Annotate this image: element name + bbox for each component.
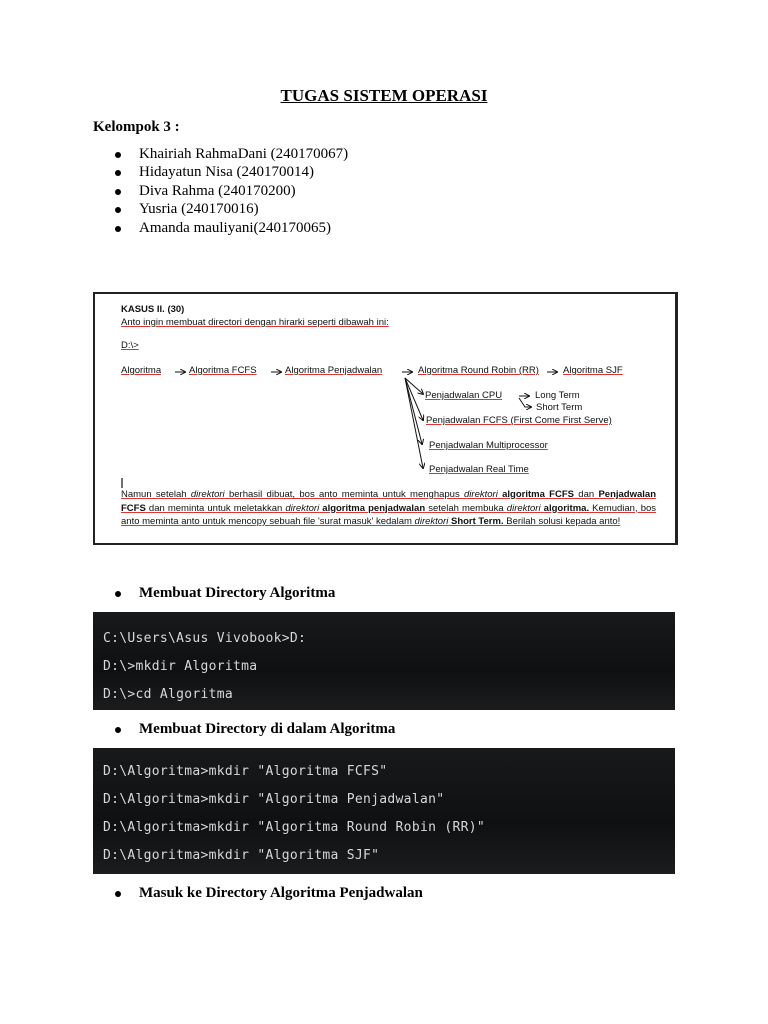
terminal-screenshot — [93, 612, 675, 710]
group-label: Kelompok 3 : — [93, 119, 180, 135]
dir-algoritma: Algoritma — [121, 365, 162, 376]
dir-algoritma-sjf: Algoritma SJF — [563, 365, 623, 376]
dir-short-term: Short Term — [536, 402, 583, 413]
dir-algoritma-fcfs: Algoritma FCFS — [189, 365, 257, 376]
terminal-line: D:\>cd Algoritma — [103, 687, 234, 702]
list-item: Yusria (240170016) — [93, 200, 348, 218]
terminal-line: D:\Algoritma>mkdir "Algoritma FCFS" — [103, 764, 388, 779]
dir-penjadwalan-fcfs: Penjadwalan FCFS (First Come First Serve) — [426, 415, 612, 426]
dir-algoritma-penjadwalan: Algoritma Penjadwalan — [285, 365, 383, 376]
dir-penjadwalan-multi: Penjadwalan Multiprocessor — [429, 440, 548, 451]
dir-penjadwalan-rt: Penjadwalan Real Time — [429, 464, 529, 475]
list-item: Diva Rahma (240170200) — [93, 182, 348, 200]
list-item: Hidayatun Nisa (240170014) — [93, 163, 348, 181]
terminal-line: D:\Algoritma>mkdir "Algoritma Round Robin (RR)" — [103, 820, 485, 835]
arrow-icon — [519, 398, 531, 407]
step-heading: Membuat Directory di dalam Algoritma — [93, 721, 395, 738]
terminal-line: C:\Users\Asus Vivobook>D: — [103, 631, 307, 646]
task-heading: KASUS II. (30) — [121, 304, 185, 315]
terminal-line: D:\>mkdir Algoritma — [103, 659, 258, 674]
dir-algoritma-rr: Algoritma Round Robin (RR) — [418, 365, 539, 376]
dir-penjadwalan-cpu: Penjadwalan CPU — [425, 390, 503, 401]
step-heading: Membuat Directory Algoritma — [93, 585, 335, 602]
terminal-line: D:\Algoritma>mkdir "Algoritma SJF" — [103, 848, 380, 863]
list-item: Khairiah RahmaDani (240170067) — [93, 145, 348, 163]
member-list — [93, 145, 348, 237]
task-drive: D:\> — [121, 340, 139, 351]
dir-long-term: Long Term — [535, 390, 580, 401]
task-screenshot — [93, 292, 678, 545]
step-heading: Masuk ke Directory Algoritma Penjadwalan — [93, 885, 423, 902]
terminal-line: D:\Algoritma>mkdir "Algoritma Penjadwalan" — [103, 792, 445, 807]
list-item: Amanda mauliyani(240170065) — [93, 219, 348, 237]
task-instructions: Namun setelah direktori berhasil dibuat, bos anto meminta untuk menghapus direktori algoritma FCFS dan Penjadwalan FCFS dan meminta untuk meletakkan direktori algoritma penjadwalan setelah membuka direktori algoritma. Kemudian, bos anto meminta anto untuk mencopy sebuah file 'surat masuk' kedalam direktori Short Term. Berilah solusi kepada anto! — [121, 489, 657, 527]
document-title: TUGAS SISTEM OPERASI — [280, 86, 488, 105]
terminal-screenshot — [93, 748, 675, 874]
task-intro: Anto ingin membuat directori dengan hirarki seperti dibawah ini: — [121, 317, 389, 328]
